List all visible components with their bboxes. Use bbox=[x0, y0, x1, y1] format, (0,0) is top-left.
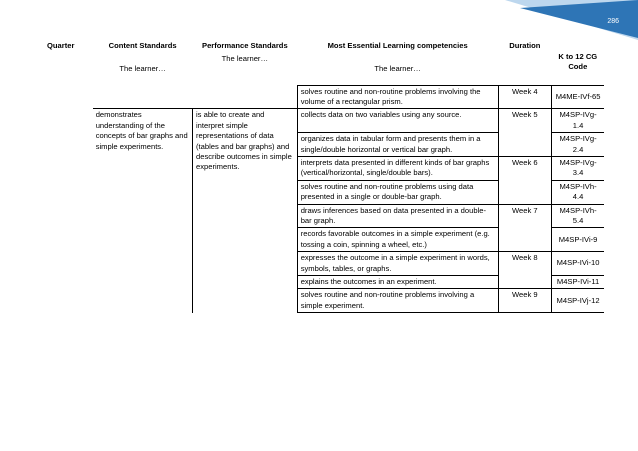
competency-cell: solves routine and non-routine problems involving a simple experiment. bbox=[297, 289, 498, 313]
quarter-cell bbox=[44, 228, 93, 252]
duration-cell: Week 4 bbox=[498, 85, 552, 109]
quarter-cell bbox=[44, 85, 93, 109]
table-row bbox=[44, 109, 604, 133]
quarter-cell bbox=[44, 252, 93, 276]
competency-cell: solves routine and non-routine problems involving the volume of a rectangular prism. bbox=[297, 85, 498, 109]
duration-cell: Week 8 bbox=[498, 252, 552, 276]
page-corner-decoration bbox=[0, 0, 638, 40]
header-melc: Most Essential Learning competencies The learner… bbox=[297, 40, 498, 85]
quarter-cell bbox=[44, 133, 93, 157]
header-content-sub: The learner… bbox=[119, 64, 166, 74]
curriculum-table bbox=[44, 40, 604, 313]
header-content-standards: Content Standards The learner… bbox=[93, 40, 193, 85]
header-performance-standards: Performance Standards The learner… bbox=[193, 40, 298, 85]
competency-cell: collects data on two variables using any source. bbox=[297, 109, 498, 133]
content-cell bbox=[93, 85, 193, 109]
code-cell: M4SP-IVi-10 bbox=[552, 252, 604, 276]
header-melc-sub: The learner… bbox=[374, 64, 421, 74]
competency-cell: interprets data presented in different kinds of bar graphs (vertical/horizontal, single/double bars). bbox=[297, 156, 498, 180]
quarter-cell bbox=[44, 180, 93, 204]
quarter-cell bbox=[44, 109, 93, 133]
performance-cell bbox=[193, 85, 298, 109]
code-cell: M4SP-IVi-9 bbox=[552, 228, 604, 252]
quarter-cell bbox=[44, 276, 93, 289]
code-cell: M4SP-IVg-2.4 bbox=[552, 133, 604, 157]
competency-cell: organizes data in tabular form and presents them in a single/double horizontal or vertical bar graph. bbox=[297, 133, 498, 157]
duration-cell bbox=[498, 276, 552, 289]
code-cell: M4ME-IVf-65 bbox=[552, 85, 604, 109]
competency-cell: explains the outcomes in an experiment. bbox=[297, 276, 498, 289]
performance-standards-cell: is able to create and interpret simple representations of data (tables and bar graphs) and describe outcomes in simple experiments. bbox=[193, 109, 298, 313]
page-number: 286 bbox=[607, 18, 619, 25]
header-performance-sub: The learner… bbox=[221, 54, 269, 64]
code-cell: M4SP-IVj-12 bbox=[552, 289, 604, 313]
duration-cell bbox=[498, 180, 552, 204]
header-duration: Duration bbox=[509, 41, 541, 50]
code-cell: M4SP-IVh-5.4 bbox=[552, 204, 604, 228]
content-standards-cell: demonstrates understanding of the concepts of bar graphs and simple experiments. bbox=[93, 109, 193, 313]
code-cell: M4SP-IVh-4.4 bbox=[552, 180, 604, 204]
code-cell: M4SP-IVi-11 bbox=[552, 276, 604, 289]
competency-cell: expresses the outcome in a simple experiment in words, symbols, tables, or graphs. bbox=[297, 252, 498, 276]
duration-cell bbox=[498, 133, 552, 157]
code-cell: M4SP-IVg-3.4 bbox=[552, 156, 604, 180]
header-code: K to 12 CG Code bbox=[558, 51, 598, 72]
duration-cell: Week 5 bbox=[498, 109, 552, 133]
duration-cell: Week 9 bbox=[498, 289, 552, 313]
duration-cell: Week 7 bbox=[498, 204, 552, 228]
competency-cell: records favorable outcomes in a simple experiment (e.g. tossing a coin, spinning a wheel, etc.) bbox=[297, 228, 498, 252]
quarter-cell bbox=[44, 289, 93, 313]
code-cell: M4SP-IVg-1.4 bbox=[552, 109, 604, 133]
competency-cell: solves routine and non-routine problems using data presented in a single or double-bar graph. bbox=[297, 180, 498, 204]
competency-cell: draws inferences based on data presented in a double-bar graph. bbox=[297, 204, 498, 228]
duration-cell: Week 6 bbox=[498, 156, 552, 180]
quarter-cell bbox=[44, 204, 93, 228]
quarter-cell bbox=[44, 156, 93, 180]
table-row bbox=[44, 85, 604, 109]
duration-cell bbox=[498, 228, 552, 252]
header-quarter: Quarter bbox=[47, 41, 75, 50]
